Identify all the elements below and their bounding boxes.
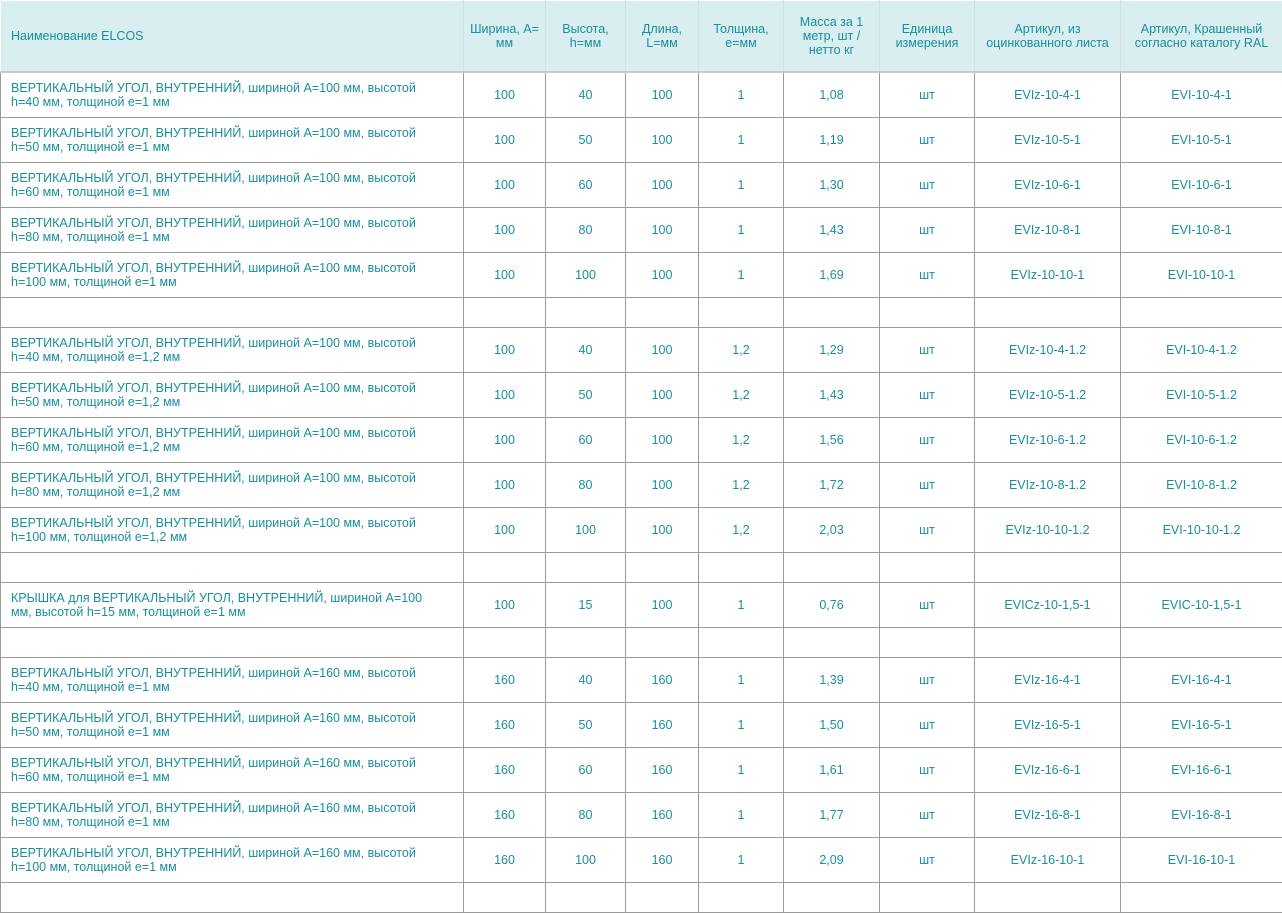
cell-article-ral: EVI-16-10-1	[1121, 838, 1282, 883]
header-row	[1, 1, 1282, 73]
table-row	[1, 793, 1282, 838]
empty-cell	[1121, 883, 1282, 913]
empty-cell	[464, 628, 546, 658]
cell-width: 100	[464, 163, 546, 208]
cell-length: 100	[626, 508, 699, 553]
cell-name: ВЕРТИКАЛЬНЫЙ УГОЛ, ВНУТРЕННИЙ, шириной A=100 мм, высотой h=50 мм, толщиной e=1 мм	[1, 118, 464, 163]
empty-cell	[626, 628, 699, 658]
cell-name: ВЕРТИКАЛЬНЫЙ УГОЛ, ВНУТРЕННИЙ, шириной A=100 мм, высотой h=60 мм, толщиной e=1,2 мм	[1, 418, 464, 463]
empty-cell	[464, 883, 546, 913]
empty-cell	[699, 298, 784, 328]
cell-height: 100	[546, 253, 626, 298]
cell-article-zinc: EVIz-10-4-1.2	[975, 328, 1121, 373]
cell-width: 160	[464, 658, 546, 703]
cell-name: ВЕРТИКАЛЬНЫЙ УГОЛ, ВНУТРЕННИЙ, шириной A=160 мм, высотой h=40 мм, толщиной e=1 мм	[1, 658, 464, 703]
cell-article-ral: EVI-10-8-1	[1121, 208, 1282, 253]
cell-name: ВЕРТИКАЛЬНЫЙ УГОЛ, ВНУТРЕННИЙ, шириной A=100 мм, высотой h=100 мм, толщиной e=1,2 мм	[1, 508, 464, 553]
table-row	[1, 508, 1282, 553]
cell-length: 100	[626, 208, 699, 253]
header-name: Наименование ELCOS	[1, 1, 464, 73]
cell-article-ral: EVI-16-8-1	[1121, 793, 1282, 838]
table-row	[1, 583, 1282, 628]
header-mass: Масса за 1 метр, шт / нетто кг	[784, 1, 880, 73]
cell-name: ВЕРТИКАЛЬНЫЙ УГОЛ, ВНУТРЕННИЙ, шириной A=100 мм, высотой h=50 мм, толщиной e=1,2 мм	[1, 373, 464, 418]
cell-name: ВЕРТИКАЛЬНЫЙ УГОЛ, ВНУТРЕННИЙ, шириной A=100 мм, высотой h=60 мм, толщиной e=1 мм	[1, 163, 464, 208]
cell-article-ral: EVI-16-6-1	[1121, 748, 1282, 793]
empty-cell	[975, 298, 1121, 328]
cell-article-ral: EVI-10-4-1.2	[1121, 328, 1282, 373]
cell-article-zinc: EVICz-10-1,5-1	[975, 583, 1121, 628]
empty-cell	[1, 883, 464, 913]
cell-height: 60	[546, 163, 626, 208]
cell-height: 80	[546, 208, 626, 253]
empty-cell	[1121, 298, 1282, 328]
cell-unit: шт	[880, 793, 975, 838]
table-row	[1, 72, 1282, 118]
cell-mass: 1,30	[784, 163, 880, 208]
cell-mass: 1,39	[784, 658, 880, 703]
cell-mass: 1,43	[784, 208, 880, 253]
empty-cell	[975, 883, 1121, 913]
cell-height: 15	[546, 583, 626, 628]
empty-cell	[784, 298, 880, 328]
empty-cell	[546, 298, 626, 328]
cell-width: 100	[464, 418, 546, 463]
cell-height: 60	[546, 748, 626, 793]
cell-name: ВЕРТИКАЛЬНЫЙ УГОЛ, ВНУТРЕННИЙ, шириной A=100 мм, высотой h=40 мм, толщиной e=1,2 мм	[1, 328, 464, 373]
cell-height: 40	[546, 658, 626, 703]
empty-cell	[975, 553, 1121, 583]
cell-width: 160	[464, 838, 546, 883]
table-row	[1, 328, 1282, 373]
cell-width: 160	[464, 703, 546, 748]
empty-cell	[1, 553, 464, 583]
cell-article-ral: EVI-10-8-1.2	[1121, 463, 1282, 508]
cell-length: 160	[626, 658, 699, 703]
cell-length: 100	[626, 118, 699, 163]
empty-cell	[626, 298, 699, 328]
table-row	[1, 748, 1282, 793]
cell-length: 160	[626, 793, 699, 838]
cell-unit: шт	[880, 658, 975, 703]
cell-article-ral: EVI-10-5-1	[1121, 118, 1282, 163]
cell-unit: шт	[880, 583, 975, 628]
cell-width: 100	[464, 463, 546, 508]
cell-name: ВЕРТИКАЛЬНЫЙ УГОЛ, ВНУТРЕННИЙ, шириной A=160 мм, высотой h=80 мм, толщиной e=1 мм	[1, 793, 464, 838]
cell-thickness: 1	[699, 583, 784, 628]
cell-mass: 1,61	[784, 748, 880, 793]
header-length: Длина, L=мм	[626, 1, 699, 73]
cell-mass: 1,19	[784, 118, 880, 163]
cell-unit: шт	[880, 72, 975, 118]
cell-width: 100	[464, 508, 546, 553]
cell-length: 100	[626, 328, 699, 373]
cell-unit: шт	[880, 508, 975, 553]
cell-name: ВЕРТИКАЛЬНЫЙ УГОЛ, ВНУТРЕННИЙ, шириной A=160 мм, высотой h=100 мм, толщиной e=1 мм	[1, 838, 464, 883]
cell-article-zinc: EVIz-10-6-1	[975, 163, 1121, 208]
cell-article-ral: EVI-16-4-1	[1121, 658, 1282, 703]
empty-cell	[880, 883, 975, 913]
cell-article-ral: EVI-16-5-1	[1121, 703, 1282, 748]
cell-width: 100	[464, 208, 546, 253]
cell-width: 100	[464, 72, 546, 118]
empty-cell	[1121, 628, 1282, 658]
empty-cell	[699, 883, 784, 913]
cell-article-ral: EVI-10-4-1	[1121, 72, 1282, 118]
cell-thickness: 1	[699, 658, 784, 703]
empty-row	[1, 628, 1282, 658]
cell-thickness: 1,2	[699, 418, 784, 463]
cell-mass: 1,43	[784, 373, 880, 418]
header-unit: Единица измерения	[880, 1, 975, 73]
cell-unit: шт	[880, 253, 975, 298]
cell-height: 40	[546, 328, 626, 373]
cell-thickness: 1	[699, 703, 784, 748]
empty-cell	[626, 883, 699, 913]
empty-cell	[1, 628, 464, 658]
empty-cell	[546, 553, 626, 583]
cell-unit: шт	[880, 118, 975, 163]
empty-cell	[464, 553, 546, 583]
cell-thickness: 1,2	[699, 373, 784, 418]
cell-unit: шт	[880, 703, 975, 748]
cell-mass: 1,72	[784, 463, 880, 508]
cell-width: 100	[464, 583, 546, 628]
cell-width: 160	[464, 748, 546, 793]
empty-cell	[784, 628, 880, 658]
cell-article-ral: EVI-10-10-1	[1121, 253, 1282, 298]
table-row	[1, 118, 1282, 163]
table-row	[1, 418, 1282, 463]
cell-name: ВЕРТИКАЛЬНЫЙ УГОЛ, ВНУТРЕННИЙ, шириной A=100 мм, высотой h=80 мм, толщиной e=1,2 мм	[1, 463, 464, 508]
table-row	[1, 163, 1282, 208]
cell-article-zinc: EVIz-16-4-1	[975, 658, 1121, 703]
cell-article-zinc: EVIz-10-5-1.2	[975, 373, 1121, 418]
cell-mass: 1,08	[784, 72, 880, 118]
cell-article-zinc: EVIz-10-8-1	[975, 208, 1121, 253]
cell-article-zinc: EVIz-16-10-1	[975, 838, 1121, 883]
table-row	[1, 208, 1282, 253]
empty-cell	[880, 628, 975, 658]
cell-length: 160	[626, 703, 699, 748]
cell-unit: шт	[880, 328, 975, 373]
cell-height: 100	[546, 508, 626, 553]
cell-article-zinc: EVIz-10-5-1	[975, 118, 1121, 163]
cell-length: 100	[626, 163, 699, 208]
cell-unit: шт	[880, 208, 975, 253]
cell-thickness: 1	[699, 72, 784, 118]
cell-length: 100	[626, 463, 699, 508]
cell-name: КРЫШКА для ВЕРТИКАЛЬНЫЙ УГОЛ, ВНУТРЕННИЙ, шириной A=100 мм, высотой h=15 мм, толщиной e=1 мм	[1, 583, 464, 628]
cell-thickness: 1	[699, 253, 784, 298]
cell-height: 80	[546, 793, 626, 838]
cell-article-ral: EVI-10-6-1	[1121, 163, 1282, 208]
cell-length: 100	[626, 373, 699, 418]
cell-thickness: 1,2	[699, 463, 784, 508]
empty-cell	[975, 628, 1121, 658]
cell-thickness: 1,2	[699, 328, 784, 373]
cell-length: 100	[626, 253, 699, 298]
cell-article-ral: EVI-10-10-1.2	[1121, 508, 1282, 553]
cell-name: ВЕРТИКАЛЬНЫЙ УГОЛ, ВНУТРЕННИЙ, шириной A=160 мм, высотой h=50 мм, толщиной e=1 мм	[1, 703, 464, 748]
empty-cell	[699, 628, 784, 658]
cell-unit: шт	[880, 163, 975, 208]
empty-cell	[1121, 553, 1282, 583]
cell-unit: шт	[880, 373, 975, 418]
table-row	[1, 373, 1282, 418]
cell-mass: 1,77	[784, 793, 880, 838]
cell-article-zinc: EVIz-10-8-1.2	[975, 463, 1121, 508]
empty-cell	[784, 883, 880, 913]
cell-name: ВЕРТИКАЛЬНЫЙ УГОЛ, ВНУТРЕННИЙ, шириной A=100 мм, высотой h=100 мм, толщиной e=1 мм	[1, 253, 464, 298]
cell-article-ral: EVIC-10-1,5-1	[1121, 583, 1282, 628]
cell-mass: 1,56	[784, 418, 880, 463]
cell-article-zinc: EVIz-16-5-1	[975, 703, 1121, 748]
cell-mass: 2,03	[784, 508, 880, 553]
cell-article-ral: EVI-10-5-1.2	[1121, 373, 1282, 418]
cell-thickness: 1	[699, 748, 784, 793]
empty-cell	[1, 298, 464, 328]
empty-cell	[546, 628, 626, 658]
cell-article-zinc: EVIz-16-8-1	[975, 793, 1121, 838]
empty-row	[1, 883, 1282, 913]
cell-height: 80	[546, 463, 626, 508]
cell-article-zinc: EVIz-10-10-1	[975, 253, 1121, 298]
cell-thickness: 1,2	[699, 508, 784, 553]
empty-cell	[546, 883, 626, 913]
empty-row	[1, 553, 1282, 583]
cell-height: 60	[546, 418, 626, 463]
header-thickness: Толщина, e=мм	[699, 1, 784, 73]
cell-height: 100	[546, 838, 626, 883]
cell-unit: шт	[880, 748, 975, 793]
empty-cell	[880, 553, 975, 583]
cell-unit: шт	[880, 838, 975, 883]
empty-row	[1, 298, 1282, 328]
cell-thickness: 1	[699, 793, 784, 838]
cell-name: ВЕРТИКАЛЬНЫЙ УГОЛ, ВНУТРЕННИЙ, шириной A=100 мм, высотой h=40 мм, толщиной e=1 мм	[1, 72, 464, 118]
header-width: Ширина, A= мм	[464, 1, 546, 73]
cell-mass: 0,76	[784, 583, 880, 628]
header-height: Высота, h=мм	[546, 1, 626, 73]
cell-article-zinc: EVIz-10-6-1.2	[975, 418, 1121, 463]
cell-width: 160	[464, 793, 546, 838]
table-header	[1, 1, 1282, 73]
cell-thickness: 1	[699, 163, 784, 208]
cell-width: 100	[464, 118, 546, 163]
table-row	[1, 658, 1282, 703]
cell-height: 50	[546, 703, 626, 748]
cell-length: 100	[626, 583, 699, 628]
cell-thickness: 1	[699, 838, 784, 883]
table-row	[1, 703, 1282, 748]
cell-article-zinc: EVIz-16-6-1	[975, 748, 1121, 793]
cell-width: 100	[464, 373, 546, 418]
cell-height: 50	[546, 118, 626, 163]
header-article-ral: Артикул, Крашенный согласно каталогу RAL	[1121, 1, 1282, 73]
cell-article-zinc: EVIz-10-10-1.2	[975, 508, 1121, 553]
table-body	[1, 72, 1282, 913]
table-row	[1, 463, 1282, 508]
empty-cell	[464, 298, 546, 328]
cell-mass: 1,69	[784, 253, 880, 298]
cell-unit: шт	[880, 463, 975, 508]
empty-cell	[784, 553, 880, 583]
table-row	[1, 838, 1282, 883]
cell-length: 160	[626, 838, 699, 883]
cell-article-ral: EVI-10-6-1.2	[1121, 418, 1282, 463]
cell-width: 100	[464, 253, 546, 298]
table-row	[1, 253, 1282, 298]
cell-mass: 1,29	[784, 328, 880, 373]
cell-unit: шт	[880, 418, 975, 463]
cell-height: 40	[546, 72, 626, 118]
cell-thickness: 1	[699, 208, 784, 253]
header-article-zinc: Артикул, из оцинкованного листа	[975, 1, 1121, 73]
cell-mass: 2,09	[784, 838, 880, 883]
cell-height: 50	[546, 373, 626, 418]
cell-name: ВЕРТИКАЛЬНЫЙ УГОЛ, ВНУТРЕННИЙ, шириной A=100 мм, высотой h=80 мм, толщиной e=1 мм	[1, 208, 464, 253]
cell-width: 100	[464, 328, 546, 373]
cell-length: 100	[626, 72, 699, 118]
cell-mass: 1,50	[784, 703, 880, 748]
cell-length: 100	[626, 418, 699, 463]
empty-cell	[626, 553, 699, 583]
empty-cell	[880, 298, 975, 328]
cell-name: ВЕРТИКАЛЬНЫЙ УГОЛ, ВНУТРЕННИЙ, шириной A=160 мм, высотой h=60 мм, толщиной e=1 мм	[1, 748, 464, 793]
cell-length: 160	[626, 748, 699, 793]
cell-article-zinc: EVIz-10-4-1	[975, 72, 1121, 118]
cell-thickness: 1	[699, 118, 784, 163]
empty-cell	[699, 553, 784, 583]
